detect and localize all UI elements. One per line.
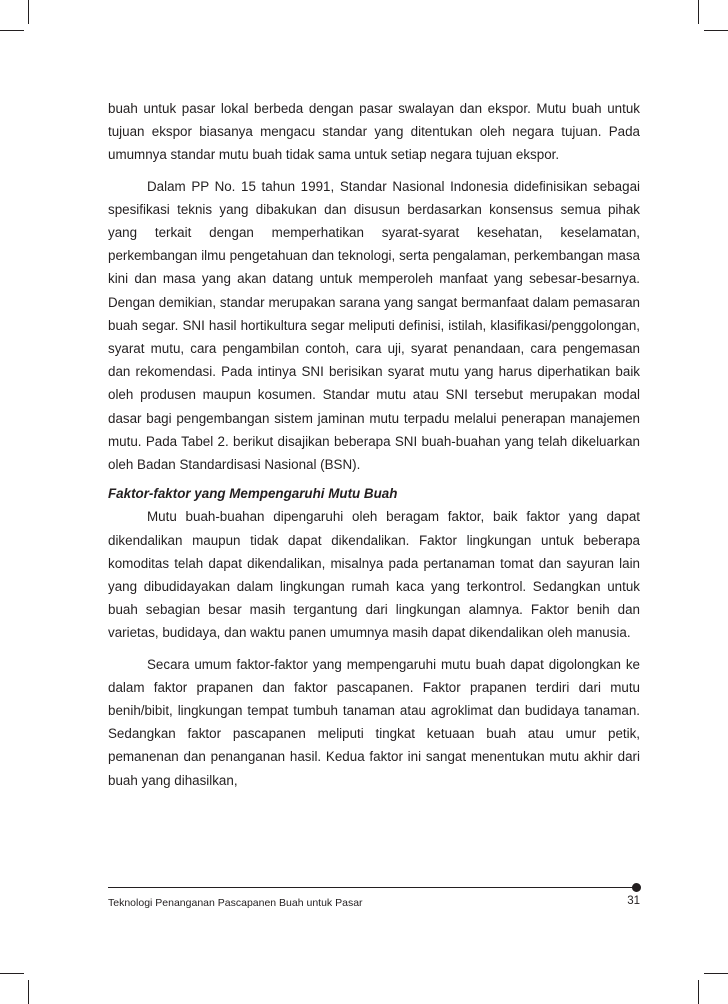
- footer-book-title: Teknologi Penanganan Pascapanen Buah untuk Pasar: [108, 897, 363, 909]
- paragraph-2: Dalam PP No. 15 tahun 1991, Standar Nasional Indonesia didefinisikan sebagai spesifikasi teknis yang dibakukan dan disusun berdasarkan konsensus semua pihak yang terkait dengan memperhatikan syarat-syarat kesehatan, keselamatan, perkembangan ilmu pengetahuan dan teknologi, serta pengalaman, perkembangan masa kini dan masa yang akan datang untuk memperoleh manfaat yang sebesar-besarnya. Dengan demikian, standar merupakan sarana yang sangat bermanfaat dalam pemasaran buah segar. SNI hasil hortikultura segar meliputi definisi, istilah, klasifikasi/penggolongan, syarat mutu, cara pengambilan contoh, cara uji, syarat penandaan, cara pengemasan dan rekomendasi. Pada intinya SNI berisikan syarat mutu yang harus diperhatikan baik oleh produsen maupun kosumen. Standar mutu atau SNI tersebut merupakan modal dasar bagi pengembangan sistem jaminan mutu terpadu melalui penerapan manajemen mutu. Pada Tabel 2. berikut disajikan beberapa SNI buah-buahan yang telah dikeluarkan oleh Badan Standardisasi Nasional (BSN).: [108, 178, 640, 473]
- crop-mark-top-right-h: [704, 30, 728, 31]
- footer-dot: [632, 883, 641, 892]
- crop-mark-bottom-left-h: [0, 973, 24, 974]
- crop-mark-bottom-left-v: [28, 980, 29, 1004]
- body-text: [108, 97, 640, 792]
- crop-mark-top-left-v: [28, 0, 29, 24]
- crop-mark-bottom-right-h: [704, 973, 728, 974]
- paragraph-3: Mutu buah-buahan dipengaruhi oleh beragam faktor, baik faktor yang dapat dikendalikan maupun tidak dapat dikendalikan. Faktor lingkungan untuk beberapa komoditas telah dapat dikendalikan, misalnya pada pertanaman tomat dan sayuran lain yang dibudidayakan dalam lingkungan rumah kaca yang terkontrol. Sedangkan untuk buah sebagian besar masih tergantung dari lingkungan alamnya. Faktor benih dan varietas, budidaya, dan waktu panen umumnya masih dapat dikendalikan oleh manusia.: [108, 509, 640, 641]
- section-heading: Faktor-faktor yang Mempengaruhi Mutu Buah: [108, 486, 398, 502]
- crop-mark-top-left-h: [0, 30, 24, 31]
- paragraph-1: buah untuk pasar lokal berbeda dengan pasar swalayan dan ekspor. Mutu buah untuk tujuan ekspor biasanya mengacu standar yang ditentukan oleh negara tujuan. Pada umumnya standar mutu buah tidak sama untuk setiap negara tujuan ekspor.: [108, 101, 640, 163]
- page-number: 31: [627, 895, 640, 907]
- paragraph-4: Secara umum faktor-faktor yang mempengaruhi mutu buah dapat digolongkan ke dalam faktor prapanen dan faktor pascapanen. Faktor prapanen terdiri dari mutu benih/bibit, lingkungan tempat tumbuh tanaman atau agroklimat dan budidaya tanaman. Sedangkan faktor pascapanen meliputi tingkat ketuaan buah atau umur petik, pemanenan dan penanganan hasil. Kedua faktor ini sangat menentukan mutu akhir dari buah yang dihasilkan,: [108, 656, 640, 788]
- crop-mark-top-right-v: [698, 0, 699, 24]
- footer-rule: [108, 887, 636, 888]
- crop-mark-bottom-right-v: [698, 980, 699, 1004]
